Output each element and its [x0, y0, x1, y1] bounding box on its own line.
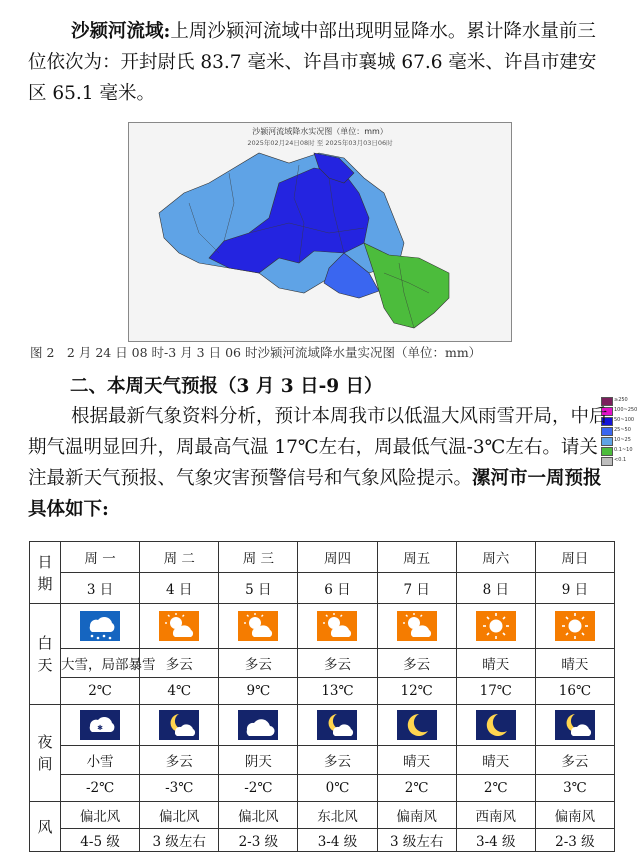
night-temp-cell: 2℃: [377, 775, 456, 802]
sunny-icon: [476, 611, 516, 641]
legend-label: ≥250: [614, 397, 628, 403]
day-temp-cell: 9℃: [219, 678, 298, 705]
night-icon-cell: [535, 705, 614, 746]
light-snow-night-icon: [80, 710, 120, 740]
night-temp-cell: -2℃: [61, 775, 140, 802]
legend-label: 10~25: [614, 437, 631, 443]
night-weather-cell: 多云: [140, 746, 219, 775]
date-cell: 4 日: [140, 573, 219, 604]
night-icon-cell: [377, 705, 456, 746]
day-icon-cell: [377, 604, 456, 649]
date-cell: 9 日: [535, 573, 614, 604]
row-label-date: 日 期: [30, 542, 61, 604]
date-cell: 8 日: [456, 573, 535, 604]
section-1-paragraph: [28, 16, 613, 109]
day-weather-cell: 多云: [377, 649, 456, 678]
night-temp-cell: -3℃: [140, 775, 219, 802]
wind-level-cell: 2-3 级: [219, 829, 298, 852]
date-cell: 5 日: [219, 573, 298, 604]
date-cell: 7 日: [377, 573, 456, 604]
section-2-heading: 二、本周天气预报（3 月 3 日-9 日）: [70, 376, 383, 397]
wind-direction-cell: 偏南风: [377, 802, 456, 829]
day-temp-cell: 12℃: [377, 678, 456, 705]
night-weather-cell: 多云: [535, 746, 614, 775]
wind-level-cell: 3-4 级: [456, 829, 535, 852]
weekday-cell: 周四: [298, 542, 377, 573]
figure-caption: 图 2 2 月 24 日 08 时-3 月 3 日 06 时沙颍河流域降水量实况图（单位：mm）: [30, 345, 482, 360]
map-title: 沙颍河流域降水实况图（单位：mm）: [252, 127, 388, 136]
partly-cloudy-day-icon: [159, 611, 199, 641]
weekday-cell: 周 一: [61, 542, 140, 573]
wind-level-cell: 3-4 级: [298, 829, 377, 852]
wind-direction-cell: 东北风: [298, 802, 377, 829]
date-cell: 6 日: [298, 573, 377, 604]
day-icon-cell: [140, 604, 219, 649]
partly-cloudy-day-icon: [317, 611, 357, 641]
weekday-cell: 周六: [456, 542, 535, 573]
wind-direction-cell: 偏北风: [61, 802, 140, 829]
day-weather-cell: 多云: [219, 649, 298, 678]
night-icon-cell: [298, 705, 377, 746]
clear-night-icon: [397, 710, 437, 740]
map-subtitle: 2025年02月24日08时 至 2025年03月03日06时: [247, 139, 393, 147]
day-weather-cell: 晴天: [535, 649, 614, 678]
wind-direction-cell: 偏北风: [140, 802, 219, 829]
wind-direction-cell: 偏北风: [219, 802, 298, 829]
legend-label: 50~100: [614, 417, 635, 423]
day-icon-cell: [535, 604, 614, 649]
night-weather-cell: 晴天: [456, 746, 535, 775]
day-temp-cell: 2℃: [61, 678, 140, 705]
heavy-snow-icon: [80, 611, 120, 641]
partly-cloudy-day-icon: [238, 611, 278, 641]
day-temp-cell: 4℃: [140, 678, 219, 705]
legend-label: 0.1~10: [614, 447, 633, 453]
row-label-wind: 风: [30, 802, 61, 852]
day-icon-cell: [219, 604, 298, 649]
row-label-day: 白 天: [30, 604, 61, 705]
partly-cloudy-night-icon: [159, 710, 199, 740]
weekly-forecast-table: [29, 541, 615, 852]
section-1-text: 上周沙颍河流域中部出现明显降水。累计降水量前三位依次为：开封尉氏 83.7 毫米、许昌市襄城 67.6 毫米、许昌市建安区 65.1 毫米。: [28, 21, 597, 104]
night-weather-cell: 小雪: [61, 746, 140, 775]
night-icon-cell: [140, 705, 219, 746]
day-weather-cell: 晴天: [456, 649, 535, 678]
partly-cloudy-day-icon: [397, 611, 437, 641]
wind-level-cell: 3 级左右: [377, 829, 456, 852]
section-2-paragraph: [28, 401, 613, 525]
date-cell: 3 日: [61, 573, 140, 604]
weekday-cell: 周日: [535, 542, 614, 573]
day-weather-cell: 大雪，局部暴雪: [61, 649, 140, 678]
day-temp-cell: 13℃: [298, 678, 377, 705]
night-weather-cell: 阴天: [219, 746, 298, 775]
sunny-icon: [555, 611, 595, 641]
wind-level-cell: 4-5 级: [61, 829, 140, 852]
night-temp-cell: 3℃: [535, 775, 614, 802]
svg-text:✱: ✱: [97, 724, 103, 732]
day-temp-cell: 17℃: [456, 678, 535, 705]
precipitation-map: [129, 123, 511, 341]
legend-label: 25~50: [614, 427, 631, 433]
day-weather-cell: 多云: [140, 649, 219, 678]
legend-label: 100~250: [614, 407, 638, 413]
day-temp-cell: 16℃: [535, 678, 614, 705]
row-label-night: 夜 间: [30, 705, 61, 802]
partly-cloudy-night-icon: [317, 710, 357, 740]
day-icon-cell: [298, 604, 377, 649]
night-icon-cell: [456, 705, 535, 746]
wind-direction-cell: 西南风: [456, 802, 535, 829]
section-2-text: 根据最新气象资料分析，预计本周我市以低温大风雨雪开局，中后期气温明显回升，周最高气温 17℃左右，周最低气温-3℃左右。请关注最新天气预报、气象灾害预警信号和气象风险提示。: [28, 406, 608, 489]
night-weather-cell: 多云: [298, 746, 377, 775]
night-weather-cell: 晴天: [377, 746, 456, 775]
wind-level-cell: 2-3 级: [535, 829, 614, 852]
night-temp-cell: 2℃: [456, 775, 535, 802]
wind-direction-cell: 偏南风: [535, 802, 614, 829]
section-2-lead: 漯河市一周预报具体如下:: [28, 468, 602, 520]
weekday-cell: 周 二: [140, 542, 219, 573]
overcast-night-icon: [238, 710, 278, 740]
legend-label: <0.1: [614, 457, 627, 463]
weekday-cell: 周五: [377, 542, 456, 573]
night-temp-cell: -2℃: [219, 775, 298, 802]
partly-cloudy-night-icon: [555, 710, 595, 740]
day-weather-cell: 多云: [298, 649, 377, 678]
weekday-cell: 周 三: [219, 542, 298, 573]
night-icon-cell: [219, 705, 298, 746]
day-icon-cell: [61, 604, 140, 649]
wind-level-cell: 3 级左右: [140, 829, 219, 852]
night-icon-cell: [61, 705, 140, 746]
day-icon-cell: [456, 604, 535, 649]
section-1-heading: 沙颍河流域:: [71, 21, 171, 42]
clear-night-icon: [476, 710, 516, 740]
night-temp-cell: 0℃: [298, 775, 377, 802]
